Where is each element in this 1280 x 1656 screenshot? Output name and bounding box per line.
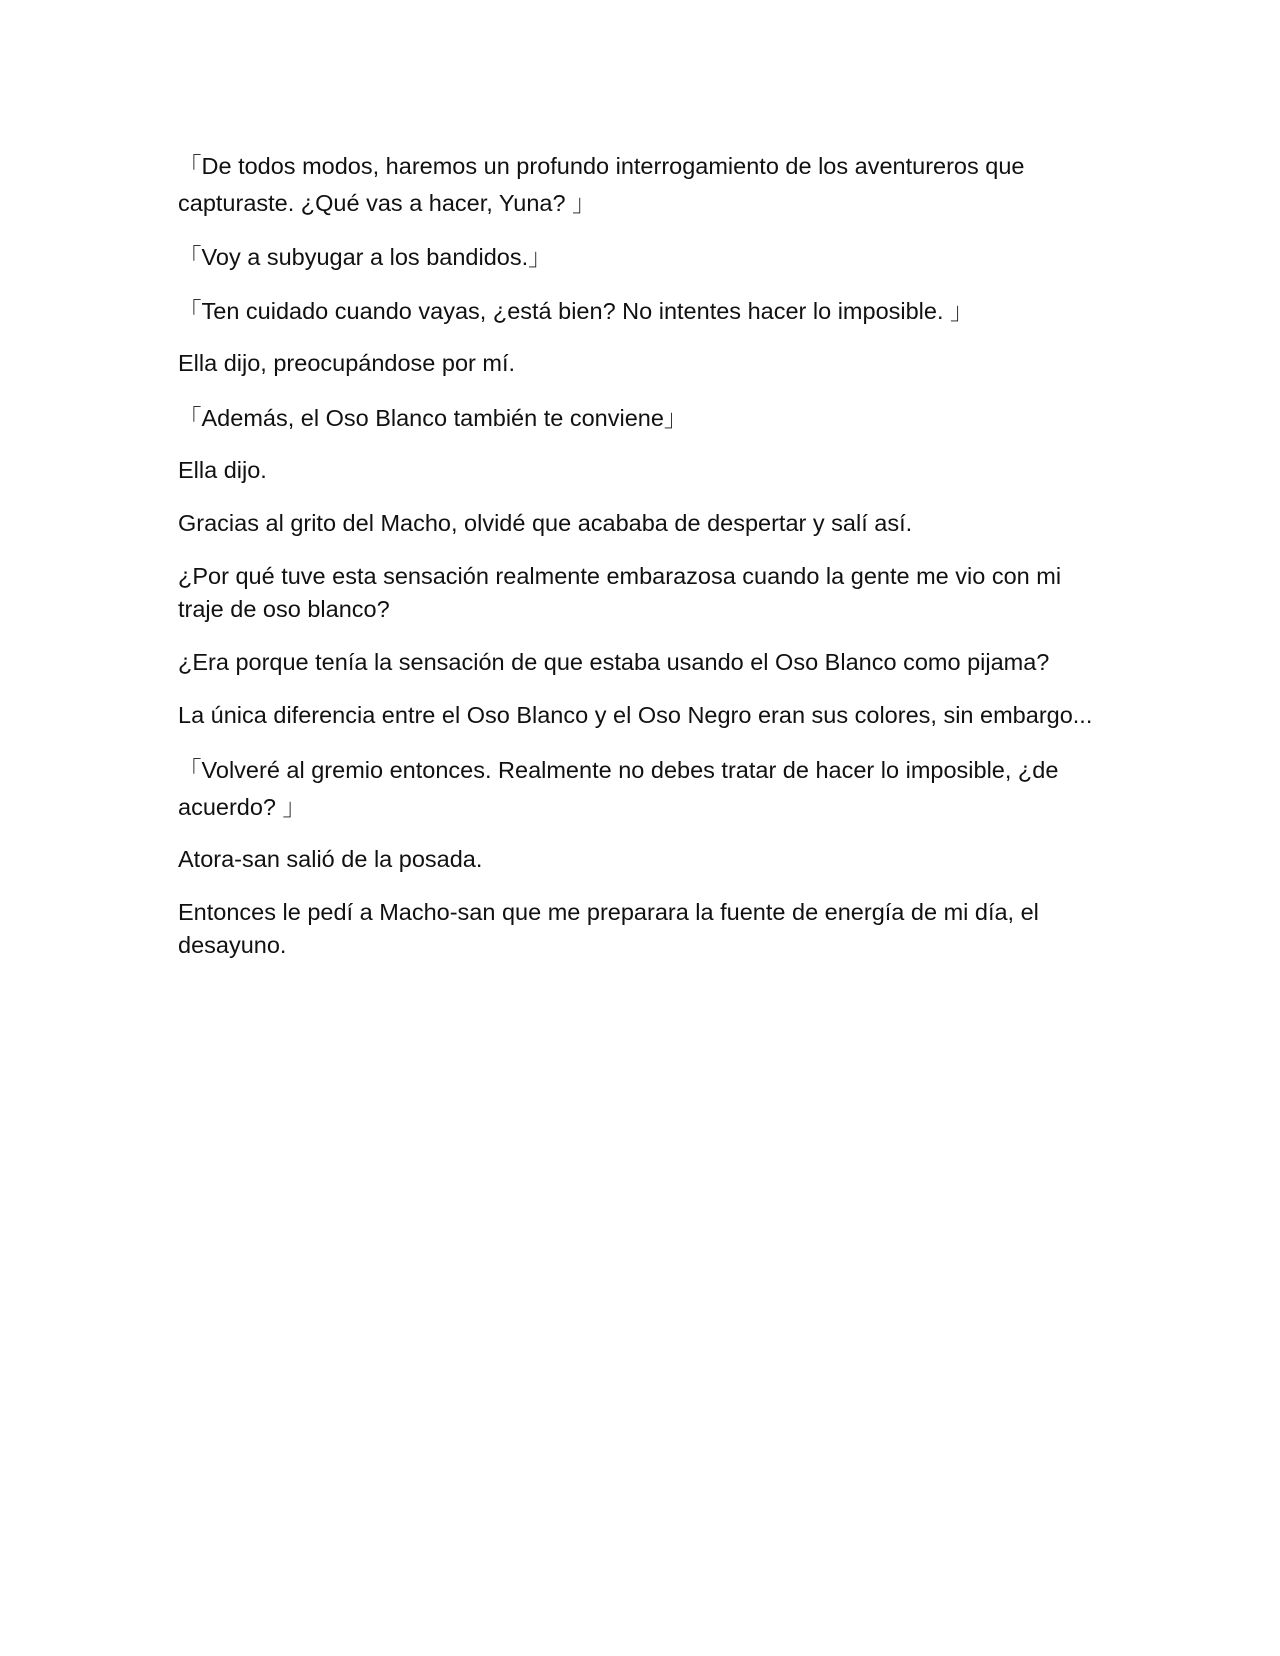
paragraph-narration: ¿Por qué tuve esta sensación realmente embarazosa cuando la gente me vio con mi traje de oso blanco?	[178, 563, 1062, 622]
paragraph-dialogue: 「Además, el Oso Blanco también te conviene」	[178, 405, 688, 431]
paragraph-narration: Ella dijo.	[178, 457, 267, 483]
document-body	[178, 148, 1098, 982]
paragraph-narration: La única diferencia entre el Oso Blanco y el Oso Negro eran sus colores, sin embargo...	[178, 702, 1093, 728]
paragraph-dialogue: 「Volveré al gremio entonces. Realmente no debes tratar de hacer lo imposible, ¿de acuerdo? 」	[178, 757, 1059, 820]
paragraph-dialogue: 「Voy a subyugar a los bandidos.」	[178, 244, 552, 270]
paragraph-narration: Entonces le pedí a Macho-san que me preparara la fuente de energía de mi día, el desayuno.	[178, 899, 1039, 958]
paragraph-narration: Atora-san salió de la posada.	[178, 846, 483, 872]
paragraph-narration: Ella dijo, preocupándose por mí.	[178, 350, 516, 376]
paragraph-narration: Gracias al grito del Macho, olvidé que acababa de despertar y salí así.	[178, 510, 913, 536]
paragraph-dialogue: 「Ten cuidado cuando vayas, ¿está bien? No intentes hacer lo imposible. 」	[178, 298, 974, 324]
paragraph-narration: ¿Era porque tenía la sensación de que estaba usando el Oso Blanco como pijama?	[178, 649, 1050, 675]
paragraph-dialogue: 「De todos modos, haremos un profundo interrogamiento de los aventureros que capturaste. ¿Qué vas a hacer, Yuna? 」	[178, 153, 1025, 216]
